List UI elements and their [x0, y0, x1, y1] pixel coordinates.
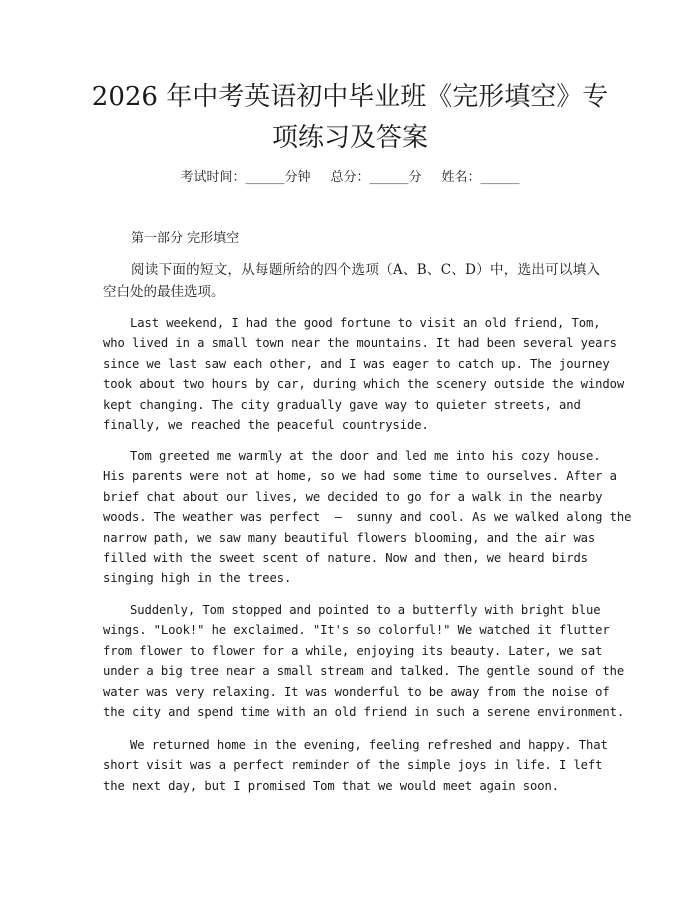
paragraph-line: filled with the sweet scent of nature. Now and then, we heard birds: [103, 551, 588, 566]
passage-paragraph-2: [103, 446, 632, 589]
document-title-line-2: 项练习及答案: [271, 123, 428, 153]
paragraph-line: woods. The weather was perfect – sunny and cool. As we walked along the: [103, 510, 632, 525]
paragraph-line: His parents were not at home, so we had some time to ourselves. After a: [103, 469, 617, 484]
paragraph-line: finally, we reached the peaceful countryside.: [103, 418, 429, 433]
student-name-field: 姓名：______: [441, 170, 520, 185]
paragraph-line: water was very relaxing. It was wonderful to be away from the noise of: [103, 684, 610, 699]
paragraph-line: wings. "Look!" he exclaimed. "It's so colorful!" We watched it flutter: [103, 623, 610, 638]
paragraph-line: the next day, but I promised Tom that we would meet again soon.: [103, 778, 559, 793]
paragraph-line: We returned home in the evening, feeling refreshed and happy. That: [130, 738, 608, 752]
exam-meta: [0, 168, 700, 188]
paragraph-line: from flower to flower for a while, enjoying its beauty. Later, we sat: [103, 643, 603, 658]
passage-paragraph-3: [103, 600, 625, 722]
paragraph-line: who lived in a small town near the mountains. It had been several years: [103, 336, 617, 351]
passage-paragraph-4: [103, 735, 608, 796]
paragraph-line: kept changing. The city gradually gave way to quieter streets, and: [103, 397, 581, 412]
instructions: 阅读下面的短文，从每题所给的四个选项（A、B、C、D）中，选出可以填入空白处的最佳选项。: [103, 262, 600, 300]
exam-score-field: 总分：______分: [330, 170, 422, 185]
passage-paragraph-1: [103, 313, 625, 435]
paragraph-line: narrow path, we saw many beautiful flowers blooming, and the air was: [103, 530, 596, 545]
paragraph-line: took about two hours by car, during which the scenery outside the window: [103, 377, 625, 392]
paragraph-line: Last weekend, I had the good fortune to visit an old friend, Tom,: [130, 316, 601, 330]
paragraph-line: brief chat about our lives, we decided to go for a walk in the nearby: [103, 489, 603, 504]
exam-time-field: 考试时间：______分钟: [180, 170, 311, 185]
paragraph-line: singing high in the trees.: [103, 571, 292, 586]
paragraph-line: Suddenly, Tom stopped and pointed to a butterfly with bright blue: [130, 603, 601, 617]
paragraph-line: short visit was a perfect reminder of the simple joys in life. I left: [103, 758, 603, 773]
paragraph-line: the city and spend time with an old friend in such a serene environment.: [103, 705, 625, 720]
section-title: 第一部分 完形填空: [131, 231, 240, 246]
paragraph-line: Tom greeted me warmly at the door and led me into his cozy house.: [130, 449, 601, 463]
document-title-line-1: 2026 年中考英语初中毕业班《完形填空》专: [91, 82, 609, 112]
paragraph-line: under a big tree near a small stream and talked. The gentle sound of the: [103, 664, 625, 679]
paragraph-line: since we last saw each other, and I was eager to catch up. The journey: [103, 356, 610, 371]
